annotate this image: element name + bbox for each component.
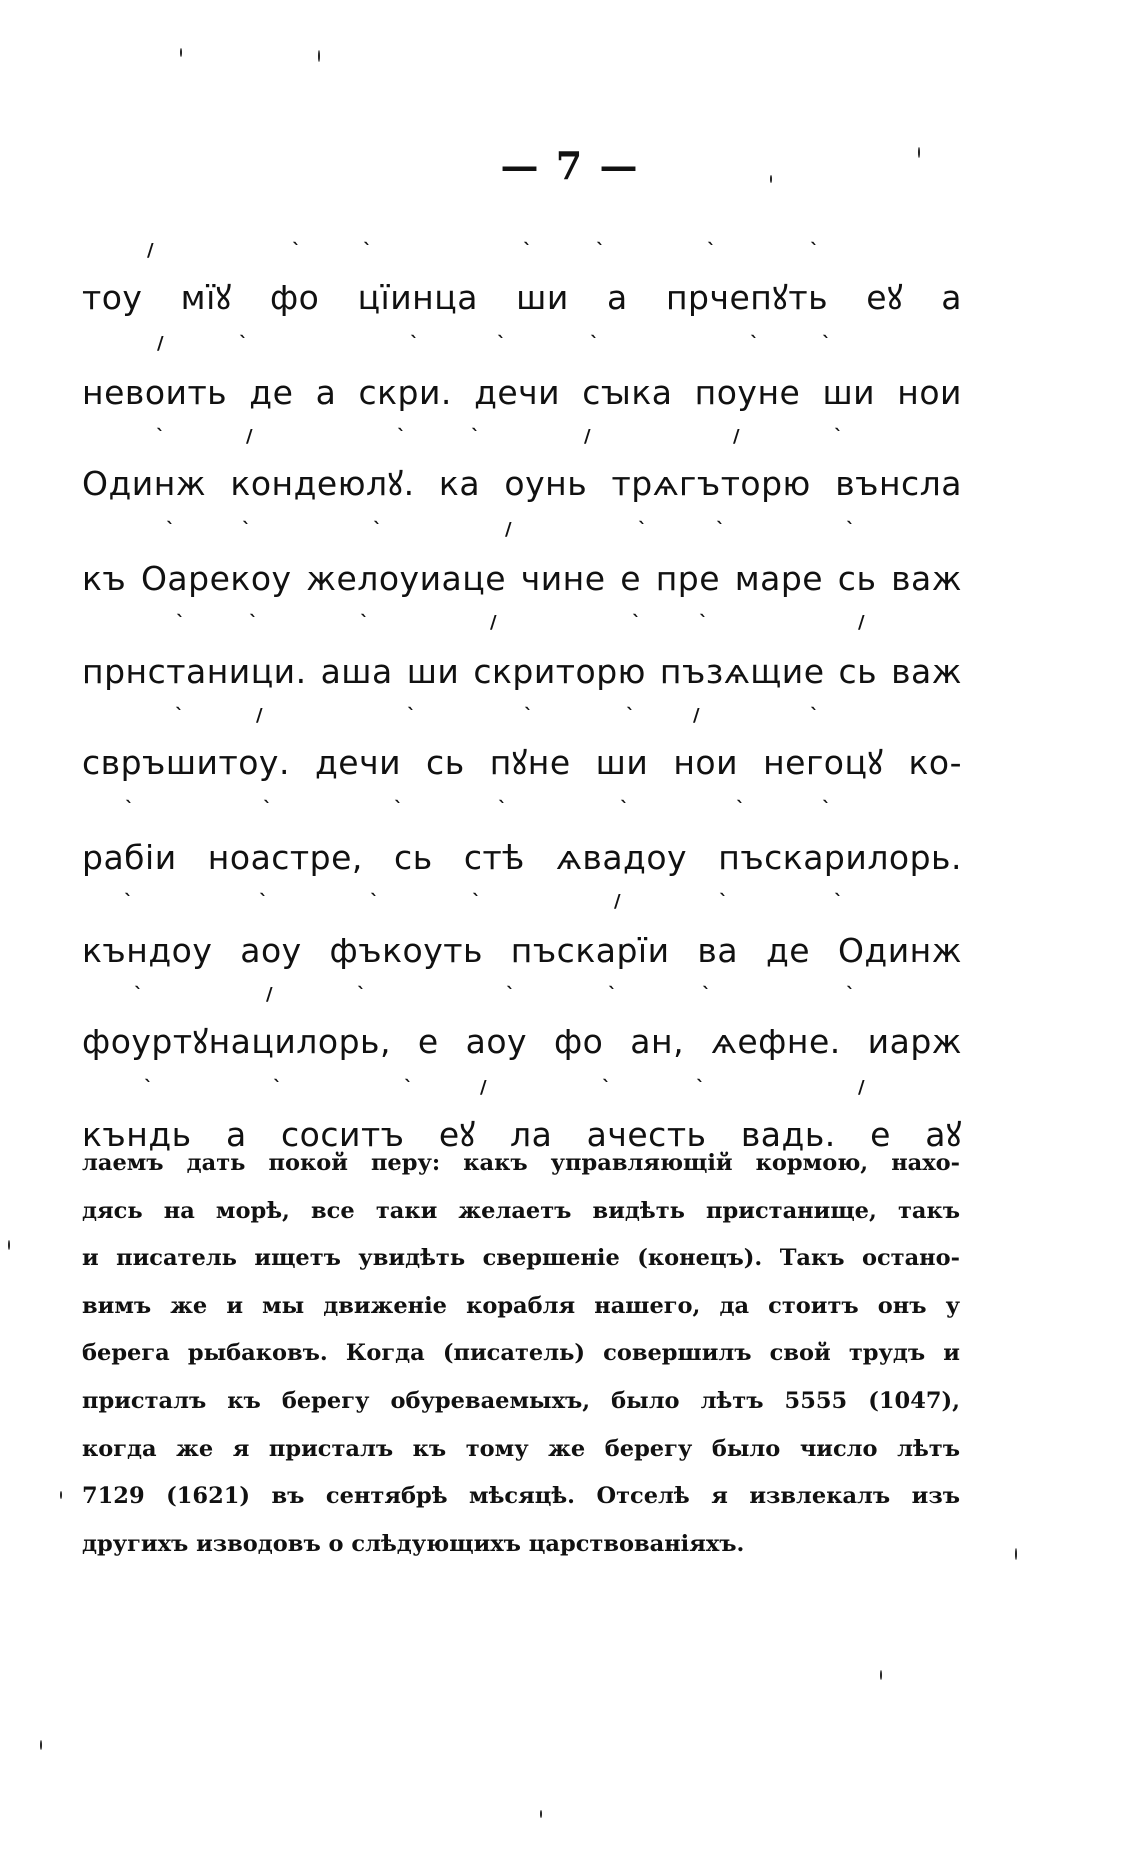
- diacritic-mark: ˋ: [124, 891, 133, 912]
- diacritic-mark: ˋ: [696, 1077, 705, 1098]
- translation-line: другихъ изводовъ о слѣдующихъ царствованіяхъ.: [82, 1530, 745, 1557]
- diacritic-mark: ˋ: [608, 984, 617, 1005]
- cyrillic-line-text: рабіи ноастре, сь стѣ ѧвадоу пъскарилорь.: [82, 838, 962, 877]
- diacritic-mark: /: [246, 426, 253, 447]
- diacritic-mark: ˋ: [166, 519, 175, 540]
- diacritic-mark: /: [693, 705, 700, 726]
- cyrillic-line-text: къ Оарекоу желоуиаце чине е пре маре сь важ: [82, 559, 962, 598]
- diacritic-mark: ˋ: [846, 519, 855, 540]
- diacritic-mark: ˋ: [834, 891, 843, 912]
- diacritic-mark: ˋ: [506, 984, 515, 1005]
- diacritic-mark: ˋ: [156, 426, 165, 447]
- cyrillic-line-text: невоить де а скри. дечи сꙑка поуне ши нои: [82, 373, 962, 412]
- diacritic-marks: [82, 519, 962, 541]
- diacritic-mark: /: [147, 240, 154, 261]
- diacritic-mark: ˋ: [360, 612, 369, 633]
- diacritic-marks: [82, 612, 962, 634]
- print-speck: [1015, 1548, 1017, 1560]
- diacritic-mark: ˋ: [498, 798, 507, 819]
- diacritic-mark: ˋ: [702, 984, 711, 1005]
- cyrillic-line: [82, 891, 962, 984]
- diacritic-mark: ˋ: [822, 333, 831, 354]
- diacritic-mark: ˋ: [736, 798, 745, 819]
- cyrillic-line: [82, 798, 962, 891]
- diacritic-mark: ˋ: [242, 519, 251, 540]
- diacritic-mark: /: [733, 426, 740, 447]
- diacritic-mark: ˋ: [363, 240, 372, 261]
- diacritic-mark: ˋ: [125, 798, 134, 819]
- diacritic-marks: [82, 333, 962, 355]
- diacritic-mark: /: [157, 333, 164, 354]
- russian-translation: [82, 1140, 960, 1568]
- translation-line: вимъ же и мы движеніе корабля нашего, да стоитъ онъ у: [82, 1292, 960, 1319]
- diacritic-mark: ˋ: [590, 333, 599, 354]
- diacritic-mark: ˋ: [626, 705, 635, 726]
- print-speck: [180, 48, 182, 57]
- translation-line: 7129 (1621) въ сентябрѣ мѣсяцѣ. Отселѣ я извлекалъ изъ: [82, 1483, 960, 1510]
- diacritic-mark: ˋ: [632, 612, 641, 633]
- print-speck: [318, 50, 320, 62]
- diacritic-mark: ˋ: [524, 705, 533, 726]
- diacritic-mark: ˋ: [822, 798, 831, 819]
- diacritic-mark: ˋ: [638, 519, 647, 540]
- page-number: — 7 —: [500, 143, 640, 188]
- diacritic-mark: /: [490, 612, 497, 633]
- cyrillic-line: [82, 519, 962, 612]
- print-speck: [40, 1740, 42, 1750]
- diacritic-marks: [82, 240, 962, 262]
- diacritic-marks: [82, 705, 962, 727]
- diacritic-mark: ˋ: [239, 333, 248, 354]
- diacritic-mark: /: [480, 1077, 487, 1098]
- cyrillic-line: [82, 984, 962, 1077]
- diacritic-mark: ˋ: [292, 240, 301, 261]
- diacritic-mark: ˋ: [176, 612, 185, 633]
- diacritic-mark: ˋ: [472, 891, 481, 912]
- diacritic-mark: ˋ: [719, 891, 728, 912]
- diacritic-mark: /: [505, 519, 512, 540]
- diacritic-mark: ˋ: [263, 798, 272, 819]
- print-speck: [880, 1670, 882, 1680]
- diacritic-mark: ˋ: [810, 705, 819, 726]
- diacritic-mark: ˋ: [134, 984, 143, 1005]
- diacritic-mark: ˋ: [394, 798, 403, 819]
- diacritic-mark: ˋ: [707, 240, 716, 261]
- cyrillic-line-text: тоу мїꙋ фо цїинца ши а прчепꙋть еꙋ а: [82, 278, 962, 317]
- church-slavonic-text: [82, 240, 962, 1170]
- diacritic-marks: [82, 426, 962, 448]
- diacritic-mark: ˋ: [249, 612, 258, 633]
- diacritic-mark: /: [266, 984, 273, 1005]
- diacritic-mark: ˋ: [596, 240, 605, 261]
- diacritic-mark: /: [584, 426, 591, 447]
- print-speck: [770, 175, 772, 183]
- diacritic-mark: ˋ: [373, 519, 382, 540]
- diacritic-mark: /: [858, 1077, 865, 1098]
- diacritic-marks: [82, 984, 962, 1006]
- translation-line: когда же я присталъ къ тому же берегу было число лѣтъ: [82, 1435, 960, 1462]
- diacritic-mark: ˋ: [810, 240, 819, 261]
- diacritic-marks: [82, 1077, 962, 1099]
- cyrillic-line-text: къндоу аоу фъкоуть пъскарїи ва де Одинж: [82, 931, 962, 970]
- diacritic-mark: ˋ: [397, 426, 406, 447]
- diacritic-mark: ˋ: [471, 426, 480, 447]
- diacritic-mark: ˋ: [846, 984, 855, 1005]
- cyrillic-line-text: фоуртꙋнацилорь, е аоу фо ан, ѧефне. иарж: [82, 1022, 962, 1061]
- cyrillic-line: [82, 333, 962, 426]
- diacritic-mark: ˋ: [750, 333, 759, 354]
- diacritic-mark: ˋ: [404, 1077, 413, 1098]
- diacritic-marks: [82, 798, 962, 820]
- translation-line: присталъ къ берегу обуреваемыхъ, было лѣтъ 5555 (1047),: [82, 1387, 960, 1414]
- diacritic-marks: [82, 891, 962, 913]
- diacritic-mark: /: [614, 891, 621, 912]
- cyrillic-line-text: Одинж кондеюлꙋ. ка оунь трѧгъторю вънсла: [82, 464, 962, 503]
- diacritic-mark: ˋ: [834, 426, 843, 447]
- cyrillic-line-text: прнстаници. аша ши скриторю пъзѧщие сь важ: [82, 652, 962, 691]
- diacritic-mark: ˋ: [523, 240, 532, 261]
- diacritic-mark: /: [256, 705, 263, 726]
- diacritic-mark: ˋ: [370, 891, 379, 912]
- translation-line: дясь на морѣ, все таки желаетъ видѣть пристанище, такъ: [82, 1197, 960, 1224]
- translation-line: лаемъ дать покой перу: какъ управляющій кормою, нахо-: [82, 1150, 960, 1176]
- diacritic-mark: ˋ: [602, 1077, 611, 1098]
- diacritic-mark: /: [858, 612, 865, 633]
- diacritic-mark: ˋ: [716, 519, 725, 540]
- diacritic-mark: ˋ: [620, 798, 629, 819]
- cyrillic-line-text: къндь а соситъ еꙋ ла ачесть вадь. е аꙋ: [82, 1115, 962, 1154]
- print-speck: [60, 1491, 62, 1499]
- diacritic-mark: ˋ: [175, 705, 184, 726]
- diacritic-mark: ˋ: [259, 891, 268, 912]
- diacritic-mark: ˋ: [144, 1077, 153, 1098]
- diacritic-mark: ˋ: [410, 333, 419, 354]
- diacritic-mark: ˋ: [273, 1077, 282, 1098]
- cyrillic-line: [82, 705, 962, 798]
- print-speck: [918, 147, 920, 158]
- cyrillic-line: [82, 612, 962, 705]
- translation-line: берега рыбаковъ. Когда (писатель) совершилъ свой трудъ и: [82, 1340, 960, 1367]
- diacritic-mark: ˋ: [699, 612, 708, 633]
- cyrillic-line-text: свръшитоу. дечи сь пꙋне ши нои негоцꙋ ко-: [82, 743, 962, 782]
- translation-line: и писатель ищетъ увидѣть свершеніе (конецъ). Такъ остано-: [82, 1245, 960, 1272]
- print-speck: [540, 1810, 542, 1818]
- diacritic-mark: ˋ: [407, 705, 416, 726]
- print-speck: [8, 1240, 10, 1250]
- cyrillic-line: [82, 240, 962, 333]
- diacritic-mark: ˋ: [357, 984, 366, 1005]
- cyrillic-line: [82, 426, 962, 519]
- diacritic-mark: ˋ: [497, 333, 506, 354]
